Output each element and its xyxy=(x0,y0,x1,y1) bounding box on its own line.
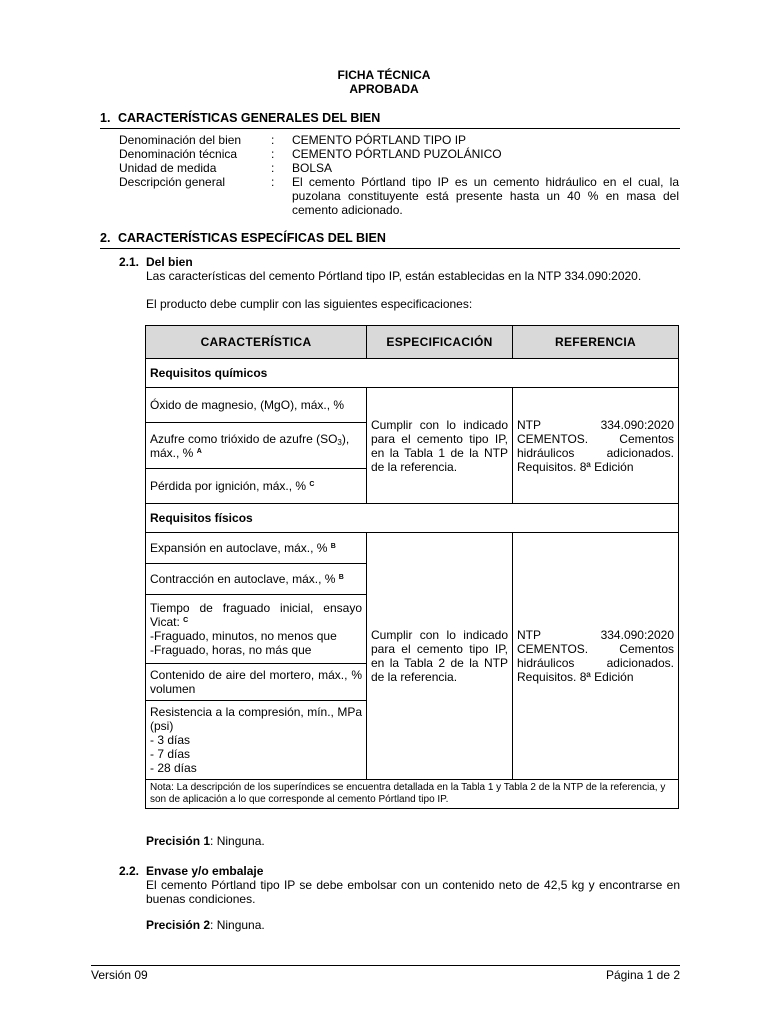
general-row xyxy=(119,147,679,161)
subsection-2-1-heading xyxy=(119,255,193,269)
reference-cell-physical: NTP 334.090:2020 CEMENTOS. Cementos hidráulicos adicionados. Requisitos. 8ª Edición xyxy=(513,533,679,780)
general-label: Denominación técnica xyxy=(119,147,238,161)
characteristic-cell xyxy=(146,388,367,423)
footer-version: Versión 09 xyxy=(91,968,148,982)
general-characteristics-table xyxy=(119,133,679,217)
superscript: B xyxy=(330,543,336,550)
characteristic-text: Resistencia a la compresión, mín., MPa (psi) xyxy=(150,705,362,733)
precision-2-label: Precisión 2 xyxy=(146,918,211,932)
general-value: BOLSA xyxy=(292,161,333,175)
characteristic-text: ), máx., % xyxy=(150,431,350,460)
paragraph-ntp: Las características del cemento Pórtland tipo IP, están establecidas en la NTP 334.090:2020. xyxy=(146,269,642,283)
document-title xyxy=(0,68,768,96)
specification-cell-physical: Cumplir con lo indicado para el cemento tipo IP, en la Tabla 2 de la NTP de la referencia. xyxy=(367,533,513,780)
characteristic-text: Expansión en autoclave, máx., % xyxy=(150,541,328,555)
general-row xyxy=(119,133,679,147)
characteristic-cell xyxy=(146,595,367,664)
superscript: A xyxy=(196,447,202,455)
separator: : xyxy=(271,133,275,147)
characteristic-cell xyxy=(146,469,367,504)
separator: : xyxy=(271,161,275,175)
general-label: Unidad de medida xyxy=(119,161,217,175)
characteristic-text: Contracción en autoclave, máx., % xyxy=(150,572,336,586)
subsection-2-1-number: 2.1. xyxy=(119,255,140,269)
note-row xyxy=(146,780,679,809)
section-2-heading xyxy=(100,230,680,249)
characteristic-cell xyxy=(146,564,367,595)
section-2-number: 2. xyxy=(100,231,111,245)
characteristic-cell xyxy=(146,664,367,701)
precision-2 xyxy=(146,918,680,932)
general-label: Descripción general xyxy=(119,175,226,189)
characteristic-text: - 7 días xyxy=(150,747,191,761)
precision-2-value: : Ninguna. xyxy=(210,918,265,932)
paragraph-packaging: El cemento Pórtland tipo IP se debe embolsar con un contenido neto de 42,5 kg y encontrarse en buenas condiciones. xyxy=(146,878,680,906)
subsection-2-2-heading xyxy=(119,864,263,878)
characteristic-text: -Fraguado, horas, no más que xyxy=(150,643,312,657)
precision-1-value: : Ninguna. xyxy=(210,834,265,848)
section-1-number: 1. xyxy=(100,111,111,125)
characteristic-cell xyxy=(146,423,367,469)
specifications-table xyxy=(145,325,679,809)
title-line-2: APROBADA xyxy=(349,82,419,96)
footer-divider xyxy=(91,965,680,966)
subsection-2-2-number: 2.2. xyxy=(119,864,140,878)
footer-page-number: Página 1 de 2 xyxy=(605,968,680,982)
characteristic-text: Pérdida por ignición, máx., % xyxy=(150,479,307,493)
characteristic-cell xyxy=(146,701,367,780)
separator: : xyxy=(271,175,275,189)
general-row xyxy=(119,161,679,175)
group-title-physical: Requisitos físicos xyxy=(146,504,679,533)
general-value: CEMENTO PÓRTLAND PUZOLÁNICO xyxy=(292,147,502,161)
superscript: C xyxy=(309,481,315,488)
specification-cell-chemical: Cumplir con lo indicado para el cemento tipo IP, en la Tabla 1 de la NTP de la referencia. xyxy=(367,388,513,504)
section-1-heading xyxy=(100,110,680,129)
general-row xyxy=(119,175,679,217)
characteristic-text: -Fraguado, minutos, no menos que xyxy=(150,629,337,643)
characteristic-text: Contenido de aire del mortero, máx., % volumen xyxy=(150,668,362,696)
group-title-chemical: Requisitos químicos xyxy=(146,359,679,388)
header-characteristic: CARACTERÍSTICA xyxy=(146,326,367,359)
table-note: Nota: La descripción de los superíndices se encuentra detallada en la Tabla 1 y Tabla 2 de la NTP de la referencia, y son de aplicación a lo que corresponde al cemento Pórtland tipo IP. xyxy=(146,780,679,809)
general-value: CEMENTO PÓRTLAND TIPO IP xyxy=(292,133,467,147)
table-header-row xyxy=(146,326,679,359)
reference-cell-chemical: NTP 334.090:2020 CEMENTOS. Cementos hidráulicos adicionados. Requisitos. 8ª Edición xyxy=(513,388,679,504)
table-row xyxy=(146,388,679,423)
group-row-chemical xyxy=(146,359,679,388)
general-value: El cemento Pórtland tipo IP es un cemento hidráulico en el cual, la puzolana constituyente está presente hasta un 40 % en masa del cemento adicionado. xyxy=(292,175,679,217)
precision-1 xyxy=(146,834,680,848)
precision-1-label: Precisión 1 xyxy=(146,834,211,848)
table-row xyxy=(146,533,679,564)
header-reference: REFERENCIA xyxy=(513,326,679,359)
group-row-physical xyxy=(146,504,679,533)
title-line-1: FICHA TÉCNICA xyxy=(337,68,431,82)
subscript: 3 xyxy=(337,437,342,447)
characteristic-text: Tiempo de fraguado inicial, ensayo Vicat: xyxy=(150,601,362,629)
characteristic-text: Azufre como trióxido de azufre (SO xyxy=(150,431,338,446)
separator: : xyxy=(271,147,275,161)
superscript: B xyxy=(338,574,344,581)
superscript: C xyxy=(183,617,189,624)
general-label: Denominación del bien xyxy=(119,133,242,147)
characteristic-text: Óxido de magnesio, (MgO), máx., % xyxy=(150,398,345,412)
characteristic-text: - 28 días xyxy=(150,761,197,775)
header-specification: ESPECIFICACIÓN xyxy=(367,326,513,359)
section-2-title: CARACTERÍSTICAS ESPECÍFICAS DEL BIEN xyxy=(118,231,386,245)
characteristic-text: - 3 días xyxy=(150,733,191,747)
subsection-2-2-title: Envase y/o embalaje xyxy=(146,864,264,878)
section-1-title: CARACTERÍSTICAS GENERALES DEL BIEN xyxy=(118,111,381,125)
subsection-2-1-title: Del bien xyxy=(146,255,193,269)
paragraph-spec-intro: El producto debe cumplir con las siguientes especificaciones: xyxy=(146,297,473,311)
characteristic-cell xyxy=(146,533,367,564)
